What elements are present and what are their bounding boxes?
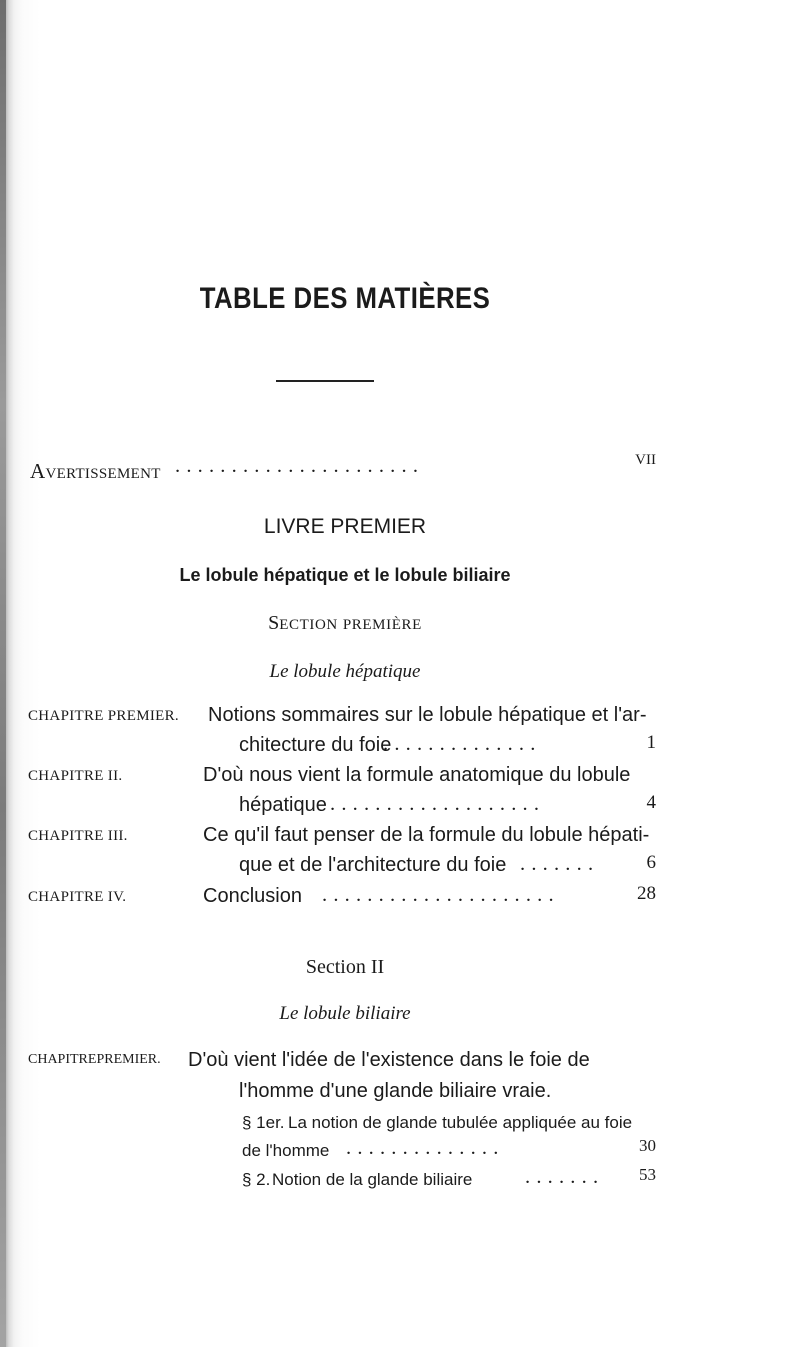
section2-subtitle: Le lobule biliaire <box>279 1003 411 1024</box>
chapter2-text-line2: hépatique <box>239 794 327 816</box>
paragraph1-text-line2: de l'homme <box>242 1141 330 1160</box>
chapter4-dots: ..................... <box>322 884 560 906</box>
paragraph2-mark: § 2. <box>242 1170 271 1189</box>
chapter1-label: CHAPITRE PREMIER. <box>28 708 179 724</box>
chapter4-text-line1: Conclusion <box>203 885 302 907</box>
chapter2-text-line1: D'où nous vient la formule anatomique du lobule <box>203 764 631 786</box>
chapter3-dots: ....... <box>520 853 600 875</box>
chapter3-text-line1: Ce qu'il faut penser de la formule du lobule hépati- <box>203 824 650 846</box>
avertissement-label-rest: VERTISSEMENT <box>45 466 161 482</box>
chapter2-dots: ................... <box>330 793 546 815</box>
paragraph1-text-line1: La notion de glande tubulée appliquée au foie <box>288 1113 633 1132</box>
paragraph1-mark: § 1er. <box>242 1113 285 1132</box>
chapter1-text-line1: Notions sommaires sur le lobule hépatique et l'ar- <box>208 704 647 726</box>
paragraph1-page: 30 <box>639 1136 656 1155</box>
avertissement-dots: ...................... <box>175 455 425 477</box>
avertissement-label: AVERTISSEMENT <box>30 459 161 483</box>
paragraph2-dots: ....... <box>525 1166 605 1188</box>
section1-heading: SECTION PREMIÈRE <box>268 612 422 634</box>
section2-chapter-label: CHAPITREPREMIER. <box>28 1052 161 1067</box>
chapter3-text-line2: que et de l'architecture du foie <box>239 854 507 876</box>
avertissement-page: VII <box>635 452 656 468</box>
livre-subtitle: Le lobule hépatique et le lobule biliaire <box>179 565 511 585</box>
chapter2-label: CHAPITRE II. <box>28 768 123 784</box>
paragraph2-page: 53 <box>639 1165 656 1184</box>
title-divider <box>276 380 374 382</box>
paragraph1-dots: .............. <box>346 1137 505 1159</box>
chapter3-label: CHAPITRE III. <box>28 828 128 844</box>
section2-chapter-text-line2: l'homme d'une glande biliaire vraie. <box>239 1080 552 1102</box>
chapter4-page: 28 <box>637 883 656 904</box>
section2-chapter-text-line1: D'où vient l'idée de l'existence dans le foie de <box>188 1049 590 1071</box>
section1-subtitle: Le lobule hépatique <box>269 661 421 682</box>
chapter1-text-line2: chitecture du foie <box>239 734 392 756</box>
section2-heading: Section II <box>305 956 385 978</box>
chapter1-dots: .............. <box>383 733 542 755</box>
page-title: TABLE DES MATIÈRES <box>199 282 491 315</box>
chapter1-page: 1 <box>646 732 656 753</box>
chapter3-page: 6 <box>646 852 656 873</box>
chapter2-page: 4 <box>646 792 656 813</box>
paragraph2-text-line1: Notion de la glande biliaire <box>272 1170 473 1189</box>
livre-heading: LIVRE PREMIER <box>263 515 427 538</box>
chapter4-label: CHAPITRE IV. <box>28 889 127 905</box>
